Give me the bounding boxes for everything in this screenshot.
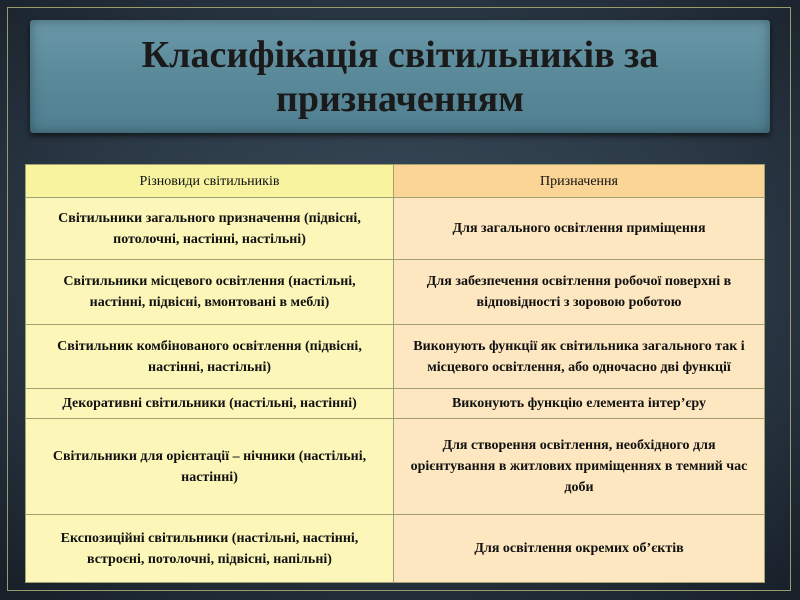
table-row — [26, 325, 765, 389]
table-row — [26, 198, 765, 260]
table-row — [26, 419, 765, 515]
row-kind: Декоративні світильники (настільні, настінні) — [26, 389, 394, 419]
table-row — [26, 515, 765, 583]
header-purpose: Призначення — [394, 165, 765, 198]
row-purpose: Виконують функцію елемента інтер’єру — [394, 389, 765, 419]
row-purpose: Для створення освітлення, необхідного для орієнтування в житлових приміщеннях в темний час доби — [394, 419, 765, 515]
header-kinds: Різновиди світильників — [26, 165, 394, 198]
row-kind: Експозиційні світильники (настільні, настінні, встроєні, потолочні, підвісні, напільні) — [26, 515, 394, 583]
table-row — [26, 260, 765, 325]
table-header-row — [26, 165, 765, 198]
title-banner — [30, 20, 770, 133]
row-kind: Світильники загального призначення (підвісні, потолочні, настінні, настільні) — [26, 198, 394, 260]
row-purpose: Для забезпечення освітлення робочої поверхні в відповідності з зоровою роботою — [394, 260, 765, 325]
slide-title: Класифікація світильників за призначенням — [141, 33, 659, 120]
table-row — [26, 389, 765, 419]
row-kind: Світильник комбінованого освітлення (підвісні, настінні, настільні) — [26, 325, 394, 389]
classification-table — [25, 164, 765, 583]
row-purpose: Для загального освітлення приміщення — [394, 198, 765, 260]
row-purpose: Виконують функції як світильника загального так і місцевого освітлення, або одночасно дві функції — [394, 325, 765, 389]
row-purpose: Для освітлення окремих об’єктів — [394, 515, 765, 583]
row-kind: Світильники для орієнтації – нічники (настільні, настінні) — [26, 419, 394, 515]
row-kind: Світильники місцевого освітлення (настільні, настінні, підвісні, вмонтовані в меблі) — [26, 260, 394, 325]
